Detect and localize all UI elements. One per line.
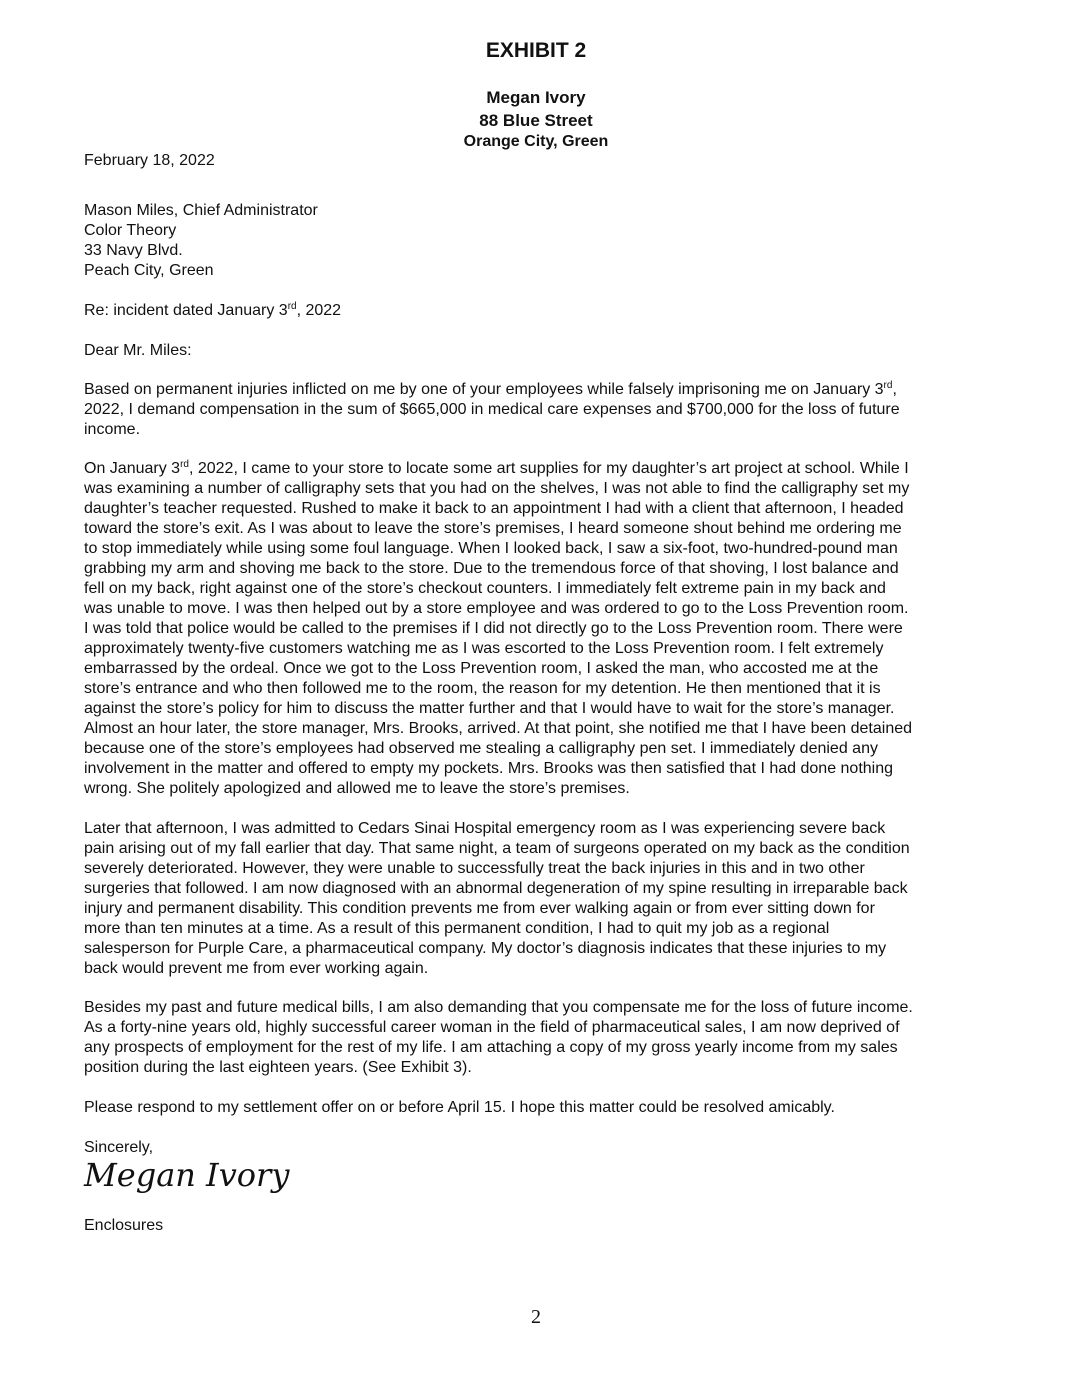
paragraph-line: because one of the store’s employees had observed me stealing a calligraphy pen set. I immediately denied any bbox=[84, 740, 878, 757]
paragraph-line: grabbing my arm and shoving me back to the store. Due to the tremendous force of that shoving, I lost balance and bbox=[84, 560, 899, 577]
paragraph-line: injury and permanent disability. This condition prevents me from ever walking again or from ever sitting down for bbox=[84, 900, 875, 917]
paragraph-response-request: Please respond to my settlement offer on or before April 15. I hope this matter could be resolved amicably. bbox=[84, 1099, 835, 1116]
salutation: Dear Mr. Miles: bbox=[84, 342, 192, 359]
paragraph-line: embarrassed by the ordeal. Once we got to the Loss Prevention room, I asked the man, who accosted me at the bbox=[84, 660, 879, 677]
paragraph-lost-income bbox=[84, 998, 988, 1078]
sender-name: Megan Ivory bbox=[486, 88, 586, 107]
text-run: Based on permanent injuries inflicted on me by one of your employees while falsely imprisoning me on January 3 bbox=[84, 381, 884, 398]
recipient-city: Peach City, Green bbox=[84, 262, 214, 279]
recipient-name-title: Mason Miles, Chief Administrator bbox=[84, 202, 318, 219]
paragraph-line: As a forty-nine years old, highly successful career woman in the field of pharmaceutical sales, I am now deprived of bbox=[84, 1019, 900, 1036]
paragraph-line: involvement in the matter and offered to empty my pockets. Mrs. Brooks was then satisfied that I had done nothing bbox=[84, 760, 894, 777]
paragraph-line: salesperson for Purple Care, a pharmaceutical company. My doctor’s diagnosis indicates that these injuries to my bbox=[84, 940, 887, 957]
letter-date: February 18, 2022 bbox=[84, 152, 215, 169]
re-line bbox=[84, 301, 341, 321]
text-run: , bbox=[892, 381, 897, 398]
paragraph-line: to stop immediately while using some foul language. When I looked back, I saw a six-foot, two-hundred-pound man bbox=[84, 540, 898, 557]
text-run: , 2022, I came to your store to locate some art supplies for my daughter’s art project at school. While I bbox=[188, 460, 909, 477]
closing: Sincerely, bbox=[84, 1139, 154, 1156]
paragraph-medical-outcome bbox=[84, 819, 988, 979]
recipient-street: 33 Navy Blvd. bbox=[84, 242, 183, 259]
sender-city: Orange City, Green bbox=[463, 133, 609, 150]
paragraph-damages-demand bbox=[84, 380, 988, 440]
paragraph-line: more than ten minutes at a time. As a result of this permanent condition, I had to quit my job as a regional bbox=[84, 920, 830, 937]
paragraph-line: surgeries that followed. I am now diagnosed with an abnormal degeneration of my spine resulting in irreparable back bbox=[84, 880, 908, 897]
paragraph-line bbox=[84, 459, 988, 479]
exhibit-title: EXHIBIT 2 bbox=[485, 39, 587, 62]
paragraph-incident-narrative bbox=[84, 459, 988, 799]
paragraph-line: approximately twenty-five customers watching me as I was escorted to the Loss Prevention room. I felt extremely bbox=[84, 640, 884, 657]
paragraph-line: daughter’s teacher requested. Rushed to make it back to an appointment I had with a client that afternoon, I headed bbox=[84, 500, 904, 517]
paragraph-line: back would prevent me from ever working again. bbox=[84, 960, 429, 977]
paragraph-line: position during the last eighteen years. (See Exhibit 3). bbox=[84, 1059, 472, 1076]
sender-street: 88 Blue Street bbox=[479, 111, 593, 130]
paragraph-line: fell on my back, right against one of the store’s checkout counters. I immediately felt extreme pain in my back and bbox=[84, 580, 886, 597]
page-number: 2 bbox=[531, 1306, 541, 1328]
re-line-suffix: rd bbox=[287, 301, 297, 312]
superscript: rd bbox=[180, 459, 189, 470]
enclosures-note: Enclosures bbox=[84, 1217, 164, 1234]
recipient-company: Color Theory bbox=[84, 222, 177, 239]
text-run: On January 3 bbox=[84, 460, 181, 477]
paragraph-line bbox=[84, 380, 988, 400]
paragraph-line: any prospects of employment for the rest of my life. I am attaching a copy of my gross yearly income from my sales bbox=[84, 1039, 898, 1056]
re-line-prefix: Re: incident dated January 3 bbox=[84, 302, 288, 319]
paragraph-line: severely deteriorated. However, they were unable to successfully treat the back injuries in this and in two other bbox=[84, 860, 865, 877]
paragraph-line: Almost an hour later, the store manager, Mrs. Brooks, arrived. At that point, she notified me that I have been detained bbox=[84, 720, 913, 737]
paragraph-line: income. bbox=[84, 421, 141, 438]
paragraph-line: 2022, I demand compensation in the sum of $665,000 in medical care expenses and $700,000 for the loss of future bbox=[84, 401, 900, 418]
signature: Megan Ivory bbox=[84, 1156, 290, 1194]
paragraph-line: store’s entrance and who then followed me to the room, the reason for my detention. He then mentioned that it is bbox=[84, 680, 881, 697]
paragraph-line: pain arising out of my fall earlier that day. That same night, a team of surgeons operated on my back as the condition bbox=[84, 840, 910, 857]
paragraph-line: against the store’s policy for him to discuss the matter further and that I would have to wait for the store’s manager. bbox=[84, 700, 895, 717]
paragraph-line: was examining a number of calligraphy sets that you had on the shelves, I was not able to find the calligraphy set my bbox=[84, 480, 910, 497]
superscript: rd bbox=[883, 380, 893, 391]
paragraph-line: Later that afternoon, I was admitted to Cedars Sinai Hospital emergency room as I was experiencing severe back bbox=[84, 820, 886, 837]
paragraph-line: I was told that police would be called to the premises if I did not directly go to the Loss Prevention room. There were bbox=[84, 620, 903, 637]
paragraph-line: toward the store’s exit. As I was about to leave the store’s premises, I heard someone shout behind me ordering me bbox=[84, 520, 902, 537]
re-line-rest: , 2022 bbox=[296, 302, 342, 319]
paragraph-line: was unable to move. I was then helped out by a store employee and was ordered to go to the Loss Prevention room. bbox=[84, 600, 909, 617]
paragraph-line: Besides my past and future medical bills, I am also demanding that you compensate me for the loss of future income. bbox=[84, 999, 913, 1016]
paragraph-line: wrong. She politely apologized and allowed me to leave the store’s premises. bbox=[84, 780, 630, 797]
